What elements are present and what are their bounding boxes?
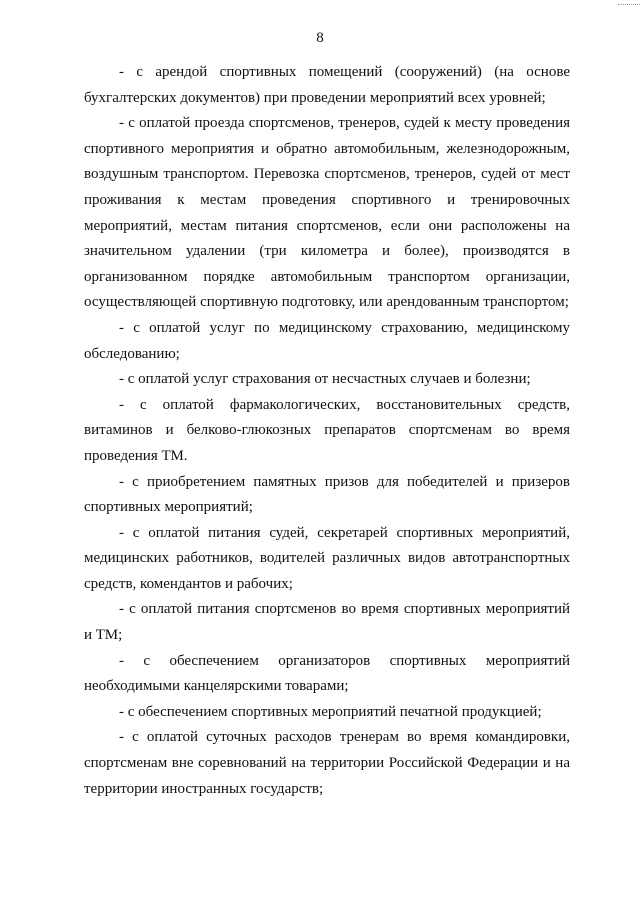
paragraph-medical-insurance: - с оплатой услуг по медицинскому страхованию, медицинскому обследованию; xyxy=(84,319,570,362)
paragraph-memorial-prizes: - с приобретением памятных призов для победителей и призеров спортивных мероприятий; xyxy=(84,473,570,516)
paragraph-printed-products: - с обеспечением спортивных мероприятий печатной продукцией; xyxy=(119,703,542,720)
page-number: 8 xyxy=(316,30,324,46)
paragraph-accident-insurance: - с оплатой услуг страхования от несчастных случаев и болезни; xyxy=(119,371,531,388)
paragraph-daily-allowance: - с оплатой суточных расходов тренерам во время командировки, спортсменам вне соревнований на территории Российской Федерации и на территории иностранных государств; xyxy=(84,729,570,797)
document-body xyxy=(84,60,570,802)
scan-corner-mark xyxy=(618,0,640,5)
paragraph-staff-meals: - с оплатой питания судей, секретарей спортивных мероприятий, медицинских работников, водителей различных видов автотранспортных средств, комендантов и рабочих; xyxy=(84,524,570,592)
paragraph-travel-payment: - с оплатой проезда спортсменов, тренеров, судей к месту проведения спортивного мероприятия и обратно автомобильным, железнодорожным, воздушным транспортом. Перевозка спортсменов, тренеров, судей от мест проживания к местам проведения спортивного и тренировочных мероприятий, местам питания спортсменов, если они расположены на значительном удалении (три километра и более), производятся в организованном порядке автомобильным транспортом организации, осуществляющей спортивную подготовку, или арендованным транспортом; xyxy=(84,115,570,311)
paragraph-pharmacology: - с оплатой фармакологических, восстановительных средств, витаминов и белково-глюкозных препаратов спортсменам во время проведения ТМ. xyxy=(84,396,570,464)
paragraph-office-supplies: - с обеспечением организаторов спортивных мероприятий необходимыми канцелярскими товарами; xyxy=(84,652,570,695)
paragraph-rent-facilities: - с арендой спортивных помещений (сооружений) (на основе бухгалтерских документов) при проведении мероприятий всех уровней; xyxy=(84,64,570,106)
paragraph-athlete-meals: - с оплатой питания спортсменов во время спортивных мероприятий и ТМ; xyxy=(84,601,570,644)
